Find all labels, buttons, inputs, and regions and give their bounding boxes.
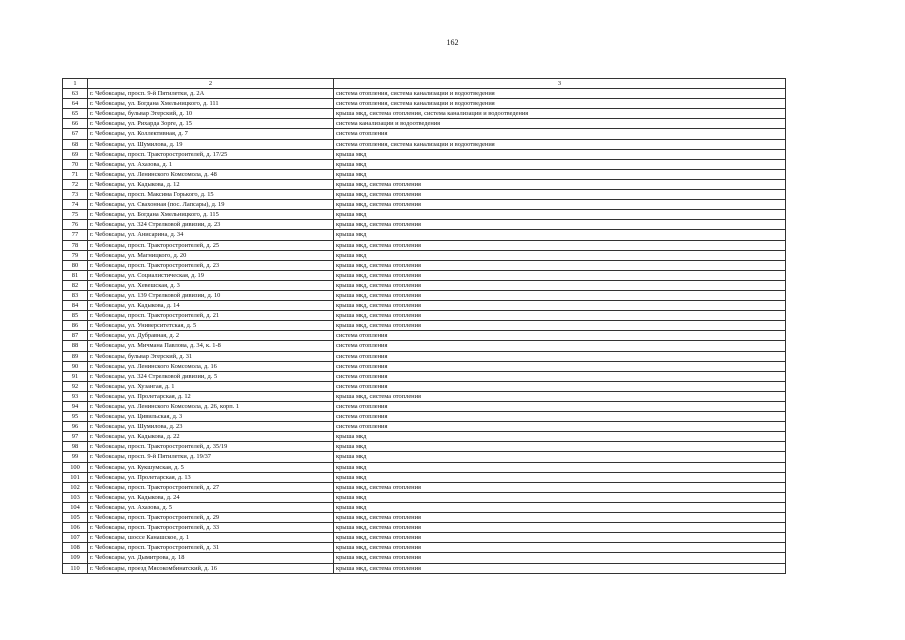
systems-cell: крыша мкд, система отопления <box>334 311 786 321</box>
table-row <box>63 210 786 220</box>
systems-cell: крыша мкд, система отопления <box>334 290 786 300</box>
row-number-cell: 67 <box>63 129 88 139</box>
row-number-cell: 63 <box>63 89 88 99</box>
systems-cell: крыша мкд <box>334 230 786 240</box>
systems-cell: крыша мкд <box>334 250 786 260</box>
address-cell: г. Чебоксары, ул. Пролетарская, д. 13 <box>88 472 334 482</box>
address-cell: г. Чебоксары, шоссе Канашское, д. 1 <box>88 533 334 543</box>
systems-cell: система отопления <box>334 351 786 361</box>
address-cell: г. Чебоксары, ул. Дубравная, д. 2 <box>88 331 334 341</box>
address-cell: г. Чебоксары, ул. Социалистическая, д. 19 <box>88 270 334 280</box>
row-number-cell: 99 <box>63 452 88 462</box>
address-cell: г. Чебоксары, ул. Рихарда Зорге, д. 15 <box>88 119 334 129</box>
systems-cell: крыша мкд <box>334 452 786 462</box>
column-number-row <box>63 79 786 89</box>
address-cell: г. Чебоксары, ул. Богдана Хмельницкого, д. 115 <box>88 210 334 220</box>
row-number-cell: 78 <box>63 240 88 250</box>
table-row <box>63 109 786 119</box>
address-cell: г. Чебоксары, ул. Богдана Хмельницкого, д. 111 <box>88 99 334 109</box>
table-row <box>63 220 786 230</box>
address-cell: г. Чебоксары, ул. Хевешская, д. 3 <box>88 280 334 290</box>
systems-cell: система отопления, система канализации и водоотведения <box>334 99 786 109</box>
table-row <box>63 361 786 371</box>
row-number-cell: 108 <box>63 543 88 553</box>
systems-cell: крыша мкд, система отопления <box>334 553 786 563</box>
table-row <box>63 139 786 149</box>
row-number-cell: 87 <box>63 331 88 341</box>
table-row <box>63 311 786 321</box>
systems-cell: крыша мкд <box>334 502 786 512</box>
systems-cell: крыша мкд, система отопления <box>334 523 786 533</box>
systems-cell: крыша мкд, система отопления <box>334 220 786 230</box>
repair-register-table <box>62 78 786 574</box>
address-cell: г. Чебоксары, ул. Университетская, д. 5 <box>88 321 334 331</box>
table-row <box>63 200 786 210</box>
address-cell: г. Чебоксары, проезд Мясокомбинатский, д. 16 <box>88 563 334 573</box>
table-row <box>63 341 786 351</box>
table-row <box>63 523 786 533</box>
address-cell: г. Чебоксары, просп. Тракторостроителей, д. 17/25 <box>88 149 334 159</box>
row-number-cell: 81 <box>63 270 88 280</box>
row-number-cell: 79 <box>63 250 88 260</box>
address-cell: г. Чебоксары, ул. Кадыкова, д. 14 <box>88 301 334 311</box>
address-cell: г. Чебоксары, просп. Тракторостроителей, д. 25 <box>88 240 334 250</box>
address-cell: г. Чебоксары, ул. Шумилова, д. 23 <box>88 422 334 432</box>
systems-cell: крыша мкд, система отопления <box>334 260 786 270</box>
address-cell: г. Чебоксары, ул. Кадыкова, д. 24 <box>88 492 334 502</box>
systems-cell: крыша мкд, система отопления <box>334 563 786 573</box>
row-number-cell: 94 <box>63 402 88 412</box>
page-number: 162 <box>446 38 459 47</box>
column-number-3: 3 <box>334 79 786 89</box>
address-cell: г. Чебоксары, ул. Кадыкова, д. 22 <box>88 432 334 442</box>
table-row <box>63 230 786 240</box>
table-row <box>63 381 786 391</box>
systems-cell: крыша мкд <box>334 149 786 159</box>
address-cell: г. Чебоксары, бульвар Эгерский, д. 10 <box>88 109 334 119</box>
systems-cell: крыша мкд, система отопления <box>334 543 786 553</box>
systems-cell: крыша мкд <box>334 432 786 442</box>
row-number-cell: 66 <box>63 119 88 129</box>
row-number-cell: 110 <box>63 563 88 573</box>
table-row <box>63 543 786 553</box>
table-row <box>63 240 786 250</box>
table-row <box>63 169 786 179</box>
address-cell: г. Чебоксары, ул. 324 Стрелковой дивизии, д. 23 <box>88 220 334 230</box>
row-number-cell: 74 <box>63 200 88 210</box>
table-row <box>63 99 786 109</box>
systems-cell: крыша мкд, система отопления <box>334 301 786 311</box>
address-cell: г. Чебоксары, ул. Анисарина, д. 34 <box>88 230 334 240</box>
table-row <box>63 472 786 482</box>
address-cell: г. Чебоксары, ул. Кадыкова, д. 12 <box>88 179 334 189</box>
systems-cell: крыша мкд <box>334 169 786 179</box>
address-cell: г. Чебоксары, просп. Тракторостроителей, д. 27 <box>88 482 334 492</box>
row-number-cell: 76 <box>63 220 88 230</box>
table-row <box>63 331 786 341</box>
row-number-cell: 106 <box>63 523 88 533</box>
row-number-cell: 101 <box>63 472 88 482</box>
table-row <box>63 402 786 412</box>
systems-cell: система канализации и водоотведения <box>334 119 786 129</box>
row-number-cell: 100 <box>63 462 88 472</box>
row-number-cell: 85 <box>63 311 88 321</box>
systems-cell: крыша мкд, система отопления <box>334 482 786 492</box>
table-row <box>63 270 786 280</box>
systems-cell: крыша мкд, система отопления <box>334 179 786 189</box>
row-number-cell: 89 <box>63 351 88 361</box>
row-number-cell: 95 <box>63 412 88 422</box>
systems-cell: крыша мкд <box>334 159 786 169</box>
systems-cell: система отопления <box>334 331 786 341</box>
systems-cell: крыша мкд <box>334 210 786 220</box>
address-cell: г. Чебоксары, ул. Ленинского Комсомола, д. 16 <box>88 361 334 371</box>
table-row <box>63 260 786 270</box>
table-row <box>63 159 786 169</box>
table-row <box>63 482 786 492</box>
address-cell: г. Чебоксары, просп. Максима Горького, д. 15 <box>88 190 334 200</box>
row-number-cell: 102 <box>63 482 88 492</box>
row-number-cell: 73 <box>63 190 88 200</box>
address-cell: г. Чебоксары, ул. Свахонная (пос. Лапсары), д. 19 <box>88 200 334 210</box>
table-row <box>63 563 786 573</box>
table-row <box>63 119 786 129</box>
systems-cell: система отопления <box>334 381 786 391</box>
row-number-cell: 109 <box>63 553 88 563</box>
row-number-cell: 93 <box>63 391 88 401</box>
systems-cell: система отопления <box>334 412 786 422</box>
table-row <box>63 290 786 300</box>
address-cell: г. Чебоксары, просп. Тракторостроителей, д. 31 <box>88 543 334 553</box>
address-cell: г. Чебоксары, ул. Кукшумская, д. 5 <box>88 462 334 472</box>
row-number-cell: 68 <box>63 139 88 149</box>
address-cell: г. Чебоксары, ул. Ленинского Комсомола, д. 26, корп. 1 <box>88 402 334 412</box>
address-cell: г. Чебоксары, просп. Тракторостроителей, д. 33 <box>88 523 334 533</box>
table-row <box>63 432 786 442</box>
row-number-cell: 69 <box>63 149 88 159</box>
row-number-cell: 97 <box>63 432 88 442</box>
systems-cell: крыша мкд, система отопления <box>334 240 786 250</box>
table-row <box>63 190 786 200</box>
address-cell: г. Чебоксары, ул. 324 Стрелковой дивизии, д. 5 <box>88 371 334 381</box>
address-cell: г. Чебоксары, ул. Хузангая, д. 1 <box>88 381 334 391</box>
table-row <box>63 301 786 311</box>
row-number-cell: 70 <box>63 159 88 169</box>
address-cell: г. Чебоксары, бульвар Эгерский, д. 31 <box>88 351 334 361</box>
systems-cell: крыша мкд, система отопления <box>334 391 786 401</box>
systems-cell: система отопления <box>334 402 786 412</box>
row-number-cell: 77 <box>63 230 88 240</box>
systems-cell: система отопления <box>334 341 786 351</box>
row-number-cell: 82 <box>63 280 88 290</box>
table-row <box>63 351 786 361</box>
table-row <box>63 149 786 159</box>
address-cell: г. Чебоксары, ул. 139 Стрелковой дивизии, д. 10 <box>88 290 334 300</box>
row-number-cell: 103 <box>63 492 88 502</box>
address-cell: г. Чебоксары, ул. Ахазова, д. 1 <box>88 159 334 169</box>
systems-cell: система отопления <box>334 371 786 381</box>
table-row <box>63 250 786 260</box>
row-number-cell: 88 <box>63 341 88 351</box>
address-cell: г. Чебоксары, ул. Мичмана Павлова, д. 34, к. 1-8 <box>88 341 334 351</box>
address-cell: г. Чебоксары, просп. Тракторостроителей, д. 29 <box>88 513 334 523</box>
table-row <box>63 492 786 502</box>
systems-cell: система отопления <box>334 129 786 139</box>
systems-cell: система отопления <box>334 422 786 432</box>
row-number-cell: 107 <box>63 533 88 543</box>
row-number-cell: 105 <box>63 513 88 523</box>
address-cell: г. Чебоксары, просп. Тракторостроителей, д. 21 <box>88 311 334 321</box>
address-cell: г. Чебоксары, ул. Пролетарская, д. 12 <box>88 391 334 401</box>
table-row <box>63 321 786 331</box>
address-cell: г. Чебоксары, ул. Ленинского Комсомола, д. 48 <box>88 169 334 179</box>
address-cell: г. Чебоксары, ул. Магницкого, д. 20 <box>88 250 334 260</box>
row-number-cell: 71 <box>63 169 88 179</box>
address-cell: г. Чебоксары, просп. 9-й Пятилетки, д. 2А <box>88 89 334 99</box>
column-number-1: 1 <box>63 79 88 89</box>
systems-cell: крыша мкд, система отопления <box>334 513 786 523</box>
address-cell: г. Чебоксары, ул. Шумилова, д. 19 <box>88 139 334 149</box>
systems-cell: система отопления, система канализации и водоотведения <box>334 89 786 99</box>
table-row <box>63 179 786 189</box>
row-number-cell: 72 <box>63 179 88 189</box>
table-row <box>63 371 786 381</box>
row-number-cell: 64 <box>63 99 88 109</box>
row-number-cell: 86 <box>63 321 88 331</box>
table-row <box>63 533 786 543</box>
systems-cell: крыша мкд <box>334 472 786 482</box>
row-number-cell: 98 <box>63 442 88 452</box>
systems-cell: крыша мкд <box>334 442 786 452</box>
systems-cell: система отопления, система канализации и водоотведения <box>334 139 786 149</box>
row-number-cell: 65 <box>63 109 88 119</box>
table-body <box>63 89 786 574</box>
systems-cell: крыша мкд <box>334 492 786 502</box>
row-number-cell: 92 <box>63 381 88 391</box>
row-number-cell: 83 <box>63 290 88 300</box>
column-number-2: 2 <box>88 79 334 89</box>
systems-cell: крыша мкд, система отопления <box>334 190 786 200</box>
row-number-cell: 84 <box>63 301 88 311</box>
systems-cell: крыша мкд, система отопления <box>334 270 786 280</box>
row-number-cell: 96 <box>63 422 88 432</box>
table-row <box>63 89 786 99</box>
table-row <box>63 280 786 290</box>
table-row <box>63 422 786 432</box>
row-number-cell: 80 <box>63 260 88 270</box>
table-row <box>63 129 786 139</box>
table-row <box>63 513 786 523</box>
systems-cell: система отопления <box>334 361 786 371</box>
systems-cell: крыша мкд, система отопления <box>334 321 786 331</box>
row-number-cell: 90 <box>63 361 88 371</box>
address-cell: г. Чебоксары, ул. Коллективная, д. 7 <box>88 129 334 139</box>
table-row <box>63 553 786 563</box>
systems-cell: крыша мкд, система отопления, система канализации и водоотведения <box>334 109 786 119</box>
address-cell: г. Чебоксары, ул. Цивильская, д. 3 <box>88 412 334 422</box>
table-row <box>63 412 786 422</box>
table-row <box>63 442 786 452</box>
row-number-cell: 104 <box>63 502 88 512</box>
systems-cell: крыша мкд, система отопления <box>334 280 786 290</box>
address-cell: г. Чебоксары, ул. Дымитрова, д. 18 <box>88 553 334 563</box>
row-number-cell: 91 <box>63 371 88 381</box>
table-row <box>63 502 786 512</box>
table-row <box>63 462 786 472</box>
systems-cell: крыша мкд, система отопления <box>334 533 786 543</box>
address-cell: г. Чебоксары, просп. Тракторостроителей, д. 23 <box>88 260 334 270</box>
address-cell: г. Чебоксары, ул. Ахазова, д. 5 <box>88 502 334 512</box>
systems-cell: крыша мкд, система отопления <box>334 200 786 210</box>
table-row <box>63 452 786 462</box>
address-cell: г. Чебоксары, просп. 9-й Пятилетки, д. 19/37 <box>88 452 334 462</box>
address-cell: г. Чебоксары, просп. Тракторостроителей, д. 35/19 <box>88 442 334 452</box>
table-row <box>63 391 786 401</box>
row-number-cell: 75 <box>63 210 88 220</box>
systems-cell: крыша мкд <box>334 462 786 472</box>
